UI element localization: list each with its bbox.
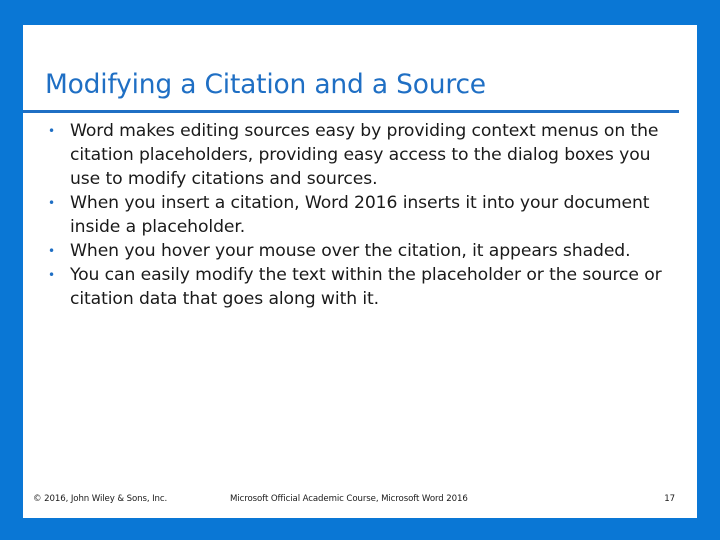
bullet-marker-icon: • [48, 196, 55, 210]
bullet-item [45, 119, 685, 191]
title-underline [23, 110, 679, 113]
bullet-item [45, 191, 685, 239]
bullet-marker-icon: • [48, 244, 55, 258]
slide [23, 25, 697, 518]
bullet-text: When you insert a citation, Word 2016 inserts it into your document inside a placeholder. [70, 193, 650, 237]
bullet-marker-icon: • [48, 124, 55, 138]
footer-course: Microsoft Official Academic Course, Microsoft Word 2016 [230, 494, 468, 504]
bullet-text: When you hover your mouse over the citation, it appears shaded. [70, 241, 631, 261]
bullet-marker-icon: • [48, 268, 55, 282]
footer-page-number: 17 [664, 494, 675, 504]
slide-title: Modifying a Citation and a Source [45, 69, 486, 100]
bullet-item [45, 239, 685, 263]
bullet-text: You can easily modify the text within the placeholder or the source or citation data that goes along with it. [70, 265, 662, 309]
bullet-item [45, 263, 685, 311]
bullet-list [45, 119, 685, 311]
footer-copyright: © 2016, John Wiley & Sons, Inc. [33, 494, 168, 504]
bullet-text: Word makes editing sources easy by providing context menus on the citation placeholders, providing easy access to the dialog boxes you use to modify citations and sources. [70, 121, 659, 189]
